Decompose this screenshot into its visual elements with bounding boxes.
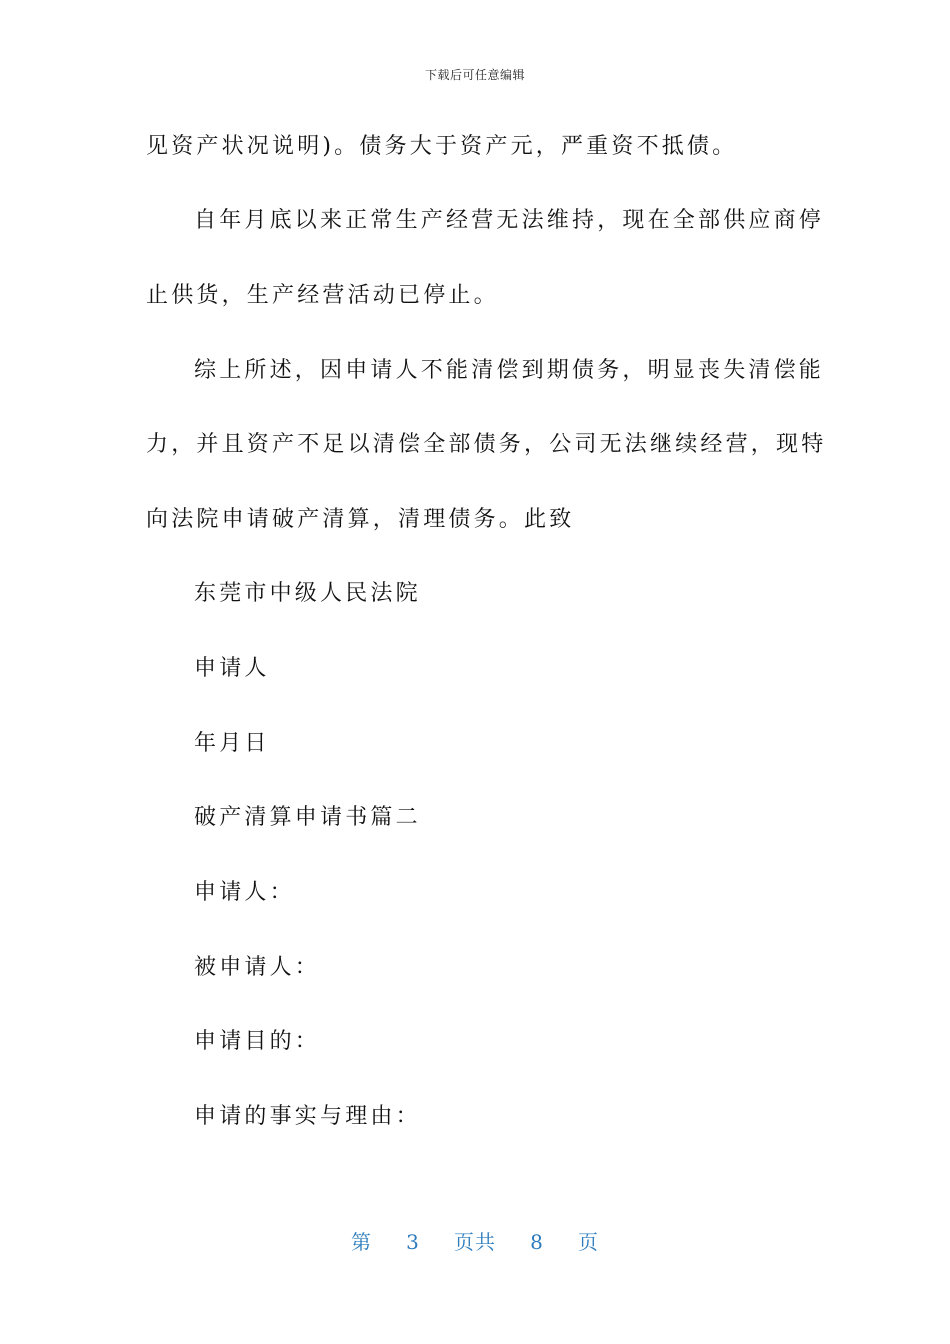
body-line-continuation: 见资产状况说明)。债务大于资产元，严重资不抵债。 — [146, 134, 738, 159]
footer-suffix: 页 — [578, 1230, 599, 1254]
page-header: 下载后可任意编辑 — [424, 68, 525, 82]
addressee-court: 东莞市中级人民法院 — [194, 581, 421, 606]
section-title: 破产清算申请书篇二 — [194, 805, 421, 830]
body-paragraph-start: 综上所述，因申请人不能清偿到期债务，明显丧失清偿能 — [194, 358, 825, 383]
purpose-field-label: 申请目的： — [194, 1029, 321, 1054]
current-page-number: 3 — [406, 1230, 420, 1254]
body-line-continuation: 止供货，生产经营活动已停止。 — [146, 283, 499, 308]
respondent-field-label: 被申请人： — [194, 955, 321, 980]
date-label: 年月日 — [194, 731, 270, 756]
facts-reasons-field-label: 申请的事实与理由： — [194, 1104, 421, 1129]
total-pages-number: 8 — [530, 1230, 544, 1254]
page-footer — [0, 1226, 950, 1255]
applicant-signature-label: 申请人 — [194, 656, 270, 681]
footer-prefix: 第 — [351, 1230, 372, 1254]
body-paragraph-start: 自年月底以来正常生产经营无法维持，现在全部供应商停 — [194, 208, 825, 233]
body-line-continuation: 向法院申请破产清算，清理债务。此致 — [146, 507, 575, 532]
footer-middle: 页共 — [454, 1230, 496, 1254]
applicant-field-label: 申请人： — [194, 880, 295, 905]
body-line-continuation: 力，并且资产不足以清偿全部债务，公司无法继续经营，现特 — [146, 432, 827, 457]
